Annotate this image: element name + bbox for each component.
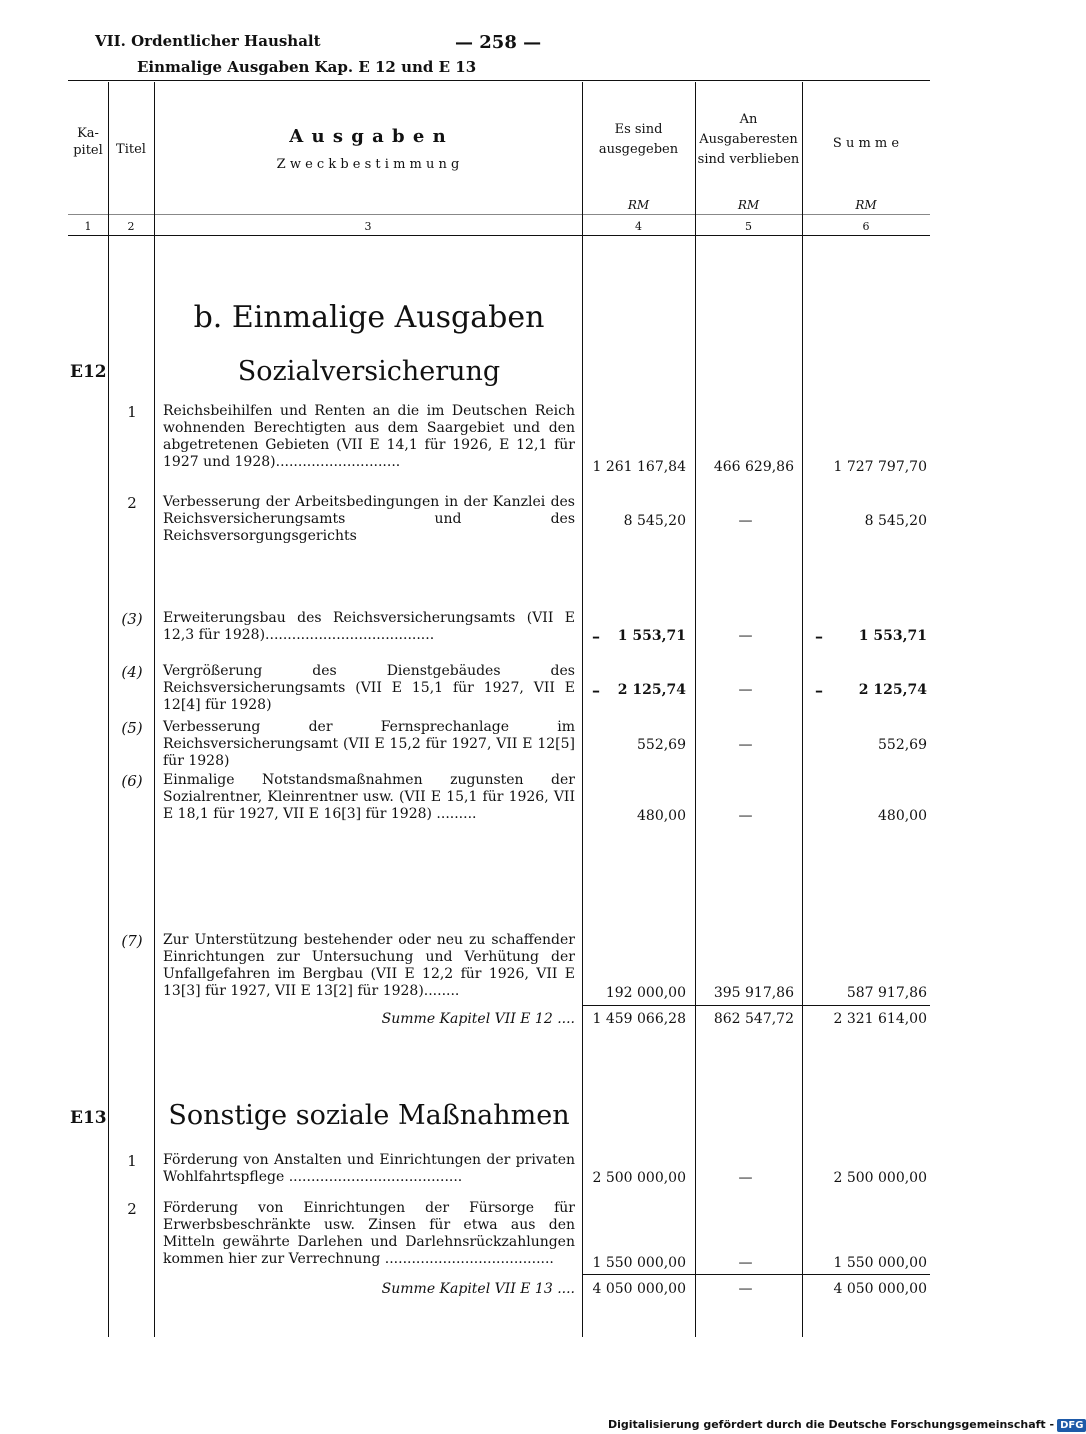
- negative-sign: –: [815, 627, 823, 646]
- row-ausgegeben: 2 125,74: [617, 682, 686, 698]
- row-ausgegeben: 1 261 167,84: [592, 459, 686, 475]
- row-description: Reichsbeihilfen und Renten an die im Deutschen Reich wohnenden Berechtigten aus dem Saargebiet und den abgetretenen Gebieten (VII E 14,1 für 1926, E 12,1 für 1927 und 1928)............................: [163, 403, 575, 470]
- row-titel: 2: [127, 1200, 137, 1218]
- dfg-logo-icon: DFG: [1057, 1419, 1086, 1432]
- row-summe: 8 545,20: [864, 513, 927, 529]
- row-titel: (6): [121, 772, 143, 790]
- col-divider-4: [695, 82, 696, 1337]
- sum-label-e13: Summe Kapitel VII E 13 ....: [381, 1281, 575, 1297]
- row-ausgegeben: 8 545,20: [623, 513, 686, 529]
- col-header-ausgaben: A u s g a b e n: [289, 126, 447, 147]
- row-reste: —: [738, 1170, 753, 1186]
- unit-label-4: RM: [627, 198, 650, 212]
- row-summe: 552,69: [878, 737, 927, 753]
- col-number-1: 1: [84, 220, 92, 233]
- row-reste: 466 629,86: [713, 459, 794, 475]
- col-header-zweck: Z w e c k b e s t i m m u n g: [276, 157, 460, 172]
- col-divider-3: [582, 82, 583, 1337]
- row-reste: —: [738, 682, 753, 698]
- row-reste: —: [738, 1255, 753, 1271]
- row-summe: 587 917,86: [846, 985, 927, 1001]
- row-reste: —: [738, 737, 753, 753]
- row-reste: —: [738, 628, 753, 644]
- col-divider-5: [802, 82, 803, 1337]
- col-number-4: 4: [635, 220, 642, 233]
- row-ausgegeben: 552,69: [637, 737, 686, 753]
- sum-rule-e12: [582, 1005, 930, 1006]
- row-ausgegeben: 480,00: [637, 808, 686, 824]
- row-summe: 1 727 797,70: [833, 459, 927, 475]
- unit-label-6: RM: [855, 198, 877, 212]
- row-titel: (3): [121, 610, 143, 628]
- col-header-summe: S u m m e: [832, 136, 900, 151]
- page-number: — 258 —: [455, 32, 542, 53]
- col-divider-2: [154, 82, 155, 1337]
- sum-ausgegeben-e12: 1 459 066,28: [592, 1011, 686, 1027]
- kapitel-e13: E13: [70, 1108, 107, 1128]
- negative-sign: –: [592, 681, 600, 700]
- row-summe: 480,00: [878, 808, 927, 824]
- col-header-kapitel: Ka- pitel: [73, 126, 103, 158]
- row-titel: 2: [127, 494, 137, 512]
- row-ausgegeben: 192 000,00: [605, 985, 686, 1001]
- row-reste: —: [738, 513, 753, 529]
- col-header-reste: An Ausgaberesten sind verblieben: [697, 112, 800, 167]
- digitization-footer: [608, 1418, 1086, 1432]
- header-bottom-rule: [68, 235, 930, 236]
- table-top-rule: [68, 80, 930, 81]
- chapter-heading-e13: Sonstige soziale Maßnahmen: [168, 1100, 570, 1131]
- footer-text: Digitalisierung gefördert durch die Deutsche Forschungsgemeinschaft -: [608, 1418, 1055, 1431]
- row-summe: 2 500 000,00: [833, 1170, 927, 1186]
- row-description: Vergrößerung des Dienstgebäudes des Reichsversicherungsamts (VII E 15,1 für 1927, VII E 12[4] für 1928): [163, 663, 575, 713]
- negative-sign: –: [592, 627, 600, 646]
- kapitel-e12: E12: [70, 362, 107, 382]
- section-title: b. Einmalige Ausgaben: [193, 300, 545, 335]
- row-description: Förderung von Anstalten und Einrichtungen der privaten Wohlfahrtspflege .......................................: [163, 1152, 575, 1185]
- negative-sign: –: [815, 681, 823, 700]
- col-header-ausgegeben: Es sind ausgegeben: [598, 122, 679, 157]
- row-summe: 1 553,71: [858, 628, 927, 644]
- col-number-3: 3: [364, 220, 372, 233]
- row-description: Förderung von Einrichtungen der Fürsorge für Erwerbsbeschränkte usw. Zinsen für etwa aus den Mitteln gewährte Darlehen und Darlehnsrückzahlungen kommen hier zur Verrechnung ......................................: [163, 1200, 575, 1267]
- sum-label-e12: Summe Kapitel VII E 12 ....: [381, 1011, 575, 1027]
- row-titel: 1: [127, 403, 137, 421]
- chapter-heading-e12: Sozialversicherung: [237, 356, 501, 387]
- row-description: Verbesserung der Fernsprechanlage im Reichsversicherungsamt (VII E 15,2 für 1927, VII E 12[5] für 1928): [163, 719, 575, 769]
- section-header: VII. Ordentlicher Haushalt: [95, 32, 321, 50]
- unit-label-5: RM: [737, 198, 760, 212]
- row-description: Zur Unterstützung bestehender oder neu zu schaffender Einrichtungen zur Untersuchung und Verhütung der Unfallgefahren im Bergbau (VII E 12,2 für 1926, VII E 13[3] für 1927, VII E 13[2] für 1928)........: [163, 932, 575, 999]
- sum-reste-e13: —: [738, 1281, 753, 1297]
- row-ausgegeben: 1 550 000,00: [592, 1255, 686, 1271]
- row-description: Einmalige Notstandsmaßnahmen zugunsten der Sozialrentner, Kleinrentner usw. (VII E 15,1 für 1926, VII E 18,1 für 1927, VII E 16[3] für 1928) .........: [163, 772, 575, 822]
- header-unit-rule: [68, 214, 930, 215]
- row-titel: (7): [121, 932, 143, 950]
- col-number-2: 2: [127, 220, 135, 233]
- row-reste: —: [738, 808, 753, 824]
- sum-summe-e12: 2 321 614,00: [833, 1011, 927, 1027]
- row-summe: 2 125,74: [858, 682, 927, 698]
- row-summe: 1 550 000,00: [833, 1255, 927, 1271]
- col-number-6: 6: [862, 220, 870, 233]
- row-description: Verbesserung der Arbeitsbedingungen in der Kanzlei des Reichsversicherungsamts und des Reichsversorgungsgerichts: [163, 494, 575, 544]
- row-description: Erweiterungsbau des Reichsversicherungsamts (VII E 12,3 für 1928)......................................: [163, 610, 575, 643]
- row-ausgegeben: 2 500 000,00: [592, 1170, 686, 1186]
- row-titel: (4): [121, 663, 143, 681]
- row-titel: (5): [121, 719, 143, 737]
- page-subtitle: Einmalige Ausgaben Kap. E 12 und E 13: [137, 58, 477, 76]
- sum-ausgegeben-e13: 4 050 000,00: [592, 1281, 686, 1297]
- sum-reste-e12: 862 547,72: [713, 1011, 794, 1027]
- row-ausgegeben: 1 553,71: [617, 628, 686, 644]
- col-header-titel: Titel: [116, 142, 146, 157]
- row-titel: 1: [127, 1152, 137, 1170]
- sum-rule-e13: [582, 1274, 930, 1275]
- row-reste: 395 917,86: [713, 985, 794, 1001]
- col-number-5: 5: [745, 220, 752, 233]
- col-divider-1: [108, 82, 109, 1337]
- sum-summe-e13: 4 050 000,00: [833, 1281, 927, 1297]
